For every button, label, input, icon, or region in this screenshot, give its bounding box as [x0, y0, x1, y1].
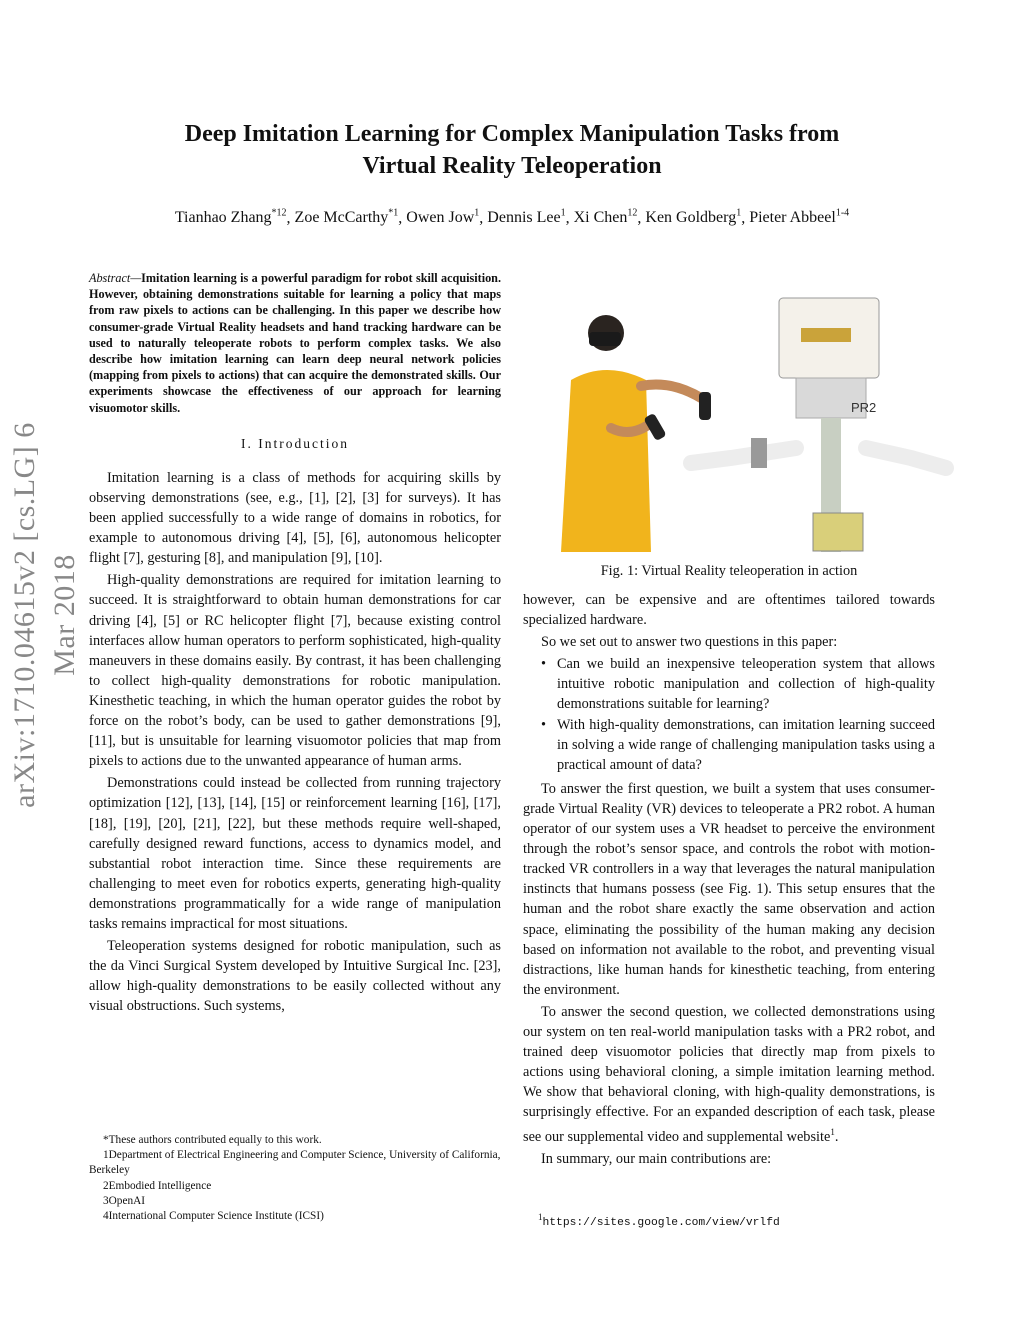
paragraph: Demonstrations could instead be collected from running trajectory optimization [12], [13], [14], [15] or reinforcement learning [16], [17], [18], [19], [20], [21], [22], but these methods require well-shaped, carefully designed reward functions, access to dynamics model, and substantial robot interaction time. Since these requirements are challenging to meet even for robotics experts, generating high-quality demonstrations programmatically for a wide range of manipulation tasks remains impractical for most situations.	[89, 775, 501, 932]
teleoperation-illustration	[551, 288, 956, 552]
author: Ken Goldberg$^1$	[645, 208, 742, 227]
paragraph: To answer the second question, we collected demonstrations using our system on ten real-world manipulation tasks with a PR2 robot, and trained deep visuomotor policies that directly map from pixels to actions using behavioral cloning, a simple imitation learning method. We show that behavioral cloning, with high-quality demonstrations, is surprisingly effective. For an expanded description of each task, please see our supplemental video and supplemental website$^1$.	[523, 1003, 935, 1146]
footnote: 4International Computer Science Institute (ICSI)	[103, 1210, 324, 1223]
footnote-link[interactable]: https://sites.google.com/view/vrlfd	[542, 1216, 780, 1229]
figure-1-image	[551, 288, 956, 552]
figure-caption: Fig. 1: Virtual Reality teleoperation in action	[600, 563, 858, 579]
author: Dennis Lee$^1$	[487, 208, 566, 227]
footnote-ref: 1	[830, 1127, 835, 1138]
human-arm	[641, 385, 701, 399]
paragraph: Imitation learning is a class of methods for acquiring skills by observing demonstrations (see, e.g., [1], [2], [3] for surveys). It has been applied successfully to a wide range of domains in robotics, for example to autonomous driving [4], [5], [6], autonomous helicopter flight [7], gesturing [8], and manipulation [9], [10].	[89, 469, 501, 567]
vr-controller-icon	[699, 392, 711, 420]
arxiv-stamp: arXiv:1710.04615v2 [cs.LG] 6 Mar 2018	[8, 422, 81, 808]
list-item: • Can we build an inexpensive teleoperation system that allows intuitive robotic manipulation and collection of high-quality demonstrations suitable for learning?	[557, 654, 935, 714]
footnote: 3OpenAI	[103, 1194, 146, 1207]
robot-sensor	[801, 328, 851, 342]
vr-headset-icon	[589, 332, 621, 346]
author: Pieter Abbeel$^{1-4}$	[749, 208, 850, 227]
author: Zoe McCarthy$^{*1}$	[294, 208, 399, 227]
abstract: Abstract—Imitation learning is a powerful paradigm for robot skill acquisition. However, obtaining demonstrations suitable for learning a policy that maps from raw pixels to actions can be challenging. In this paper we describe how consumer-grade Virtual Reality headsets and hand tracking hardware can be used to naturally teleoperate robots to perform complex tasks. We also describe how imitation learning can learn deep neural network policies (mapping from pixels to actions) that can acquire the demonstrated skills. Our experiments showcase the effectiveness of our approach for learning visuomotor skills.	[89, 271, 501, 415]
title-line-2: Virtual Reality Teleoperation	[362, 153, 662, 179]
abstract-label: Abstract	[89, 271, 131, 285]
robot-arm	[866, 448, 946, 468]
footnotes	[89, 1133, 501, 1224]
robot-base-panel	[813, 513, 863, 551]
robot-joint	[751, 438, 767, 468]
paragraph: however, can be expensive and are oftentimes tailored towards specialized hardware.	[523, 592, 935, 629]
list-item: • With high-quality demonstrations, can imitation learning succeed in solving a wide range of challenging manipulation tasks using a practical amount of data?	[557, 715, 935, 775]
left-column	[89, 270, 501, 1016]
paragraph: High-quality demonstrations are required for imitation learning to succeed. It is straightforward to obtain human demonstrations for car driving [4], [5] or RC helicopter flight [7], because existing control interfaces allow human operators to perform sophisticated, high-quality maneuvers in these domains easily. By contrast, it has been challenging to collect high-quality demonstrations for robotic manipulation. Kinesthetic teaching, in which the human operator guides the robot by force on the robot’s body, can be used to gather demonstrations [9], [11], but is unsuitable for learning visuomotor policies that map from pixels to actions due to the unwanted appearance of human arms.	[89, 572, 501, 770]
robot-label: PR2	[851, 400, 877, 415]
section-heading: I. Introduction	[241, 435, 349, 451]
title-line-1: Deep Imitation Learning for Complex Manipulation Tasks from	[184, 121, 840, 147]
footnote: 1Department of Electrical Engineering and Computer Science, University of California, Berkeley	[89, 1149, 501, 1177]
paragraph: So we set out to answer two questions in this paper:	[541, 634, 838, 651]
bullet-list	[523, 654, 935, 775]
footnote: *These authors contributed equally to this work.	[103, 1134, 322, 1146]
author-list: Tianhao Zhang$^{*12}$, Zoe McCarthy$^{*1}$, Owen Jow$^1$, Dennis Lee$^1$, Xi Chen$^{12}$, Ken Goldberg$^1$, Pieter Abbeel$^{1-4}$	[174, 208, 850, 227]
right-column	[523, 590, 935, 1169]
author: Owen Jow$^1$	[406, 208, 480, 227]
paragraph: To answer the first question, we built a system that uses consumer-grade Virtual Reality (VR) devices to teleoperate a PR2 robot. A human operator of our system uses a VR headset to perceive the environment through the robot’s sensor space, and controls the robot with motion-tracked VR controllers in a way that leverages the natural manipulation instincts that humans possess (see Fig. 1). This setup ensures that the human and the robot share exactly the same observation and action space, eliminating the possibility of the human making any decision based on information not available to the robot, and preventing visual distractions, like human hands for kinesthetic teaching, from entering the environment.	[523, 780, 935, 998]
url-footnote: $^1$https://sites.google.com/view/vrlfd	[538, 1212, 780, 1229]
paragraph: In summary, our main contributions are:	[541, 1151, 772, 1168]
author: Xi Chen$^{12}$	[573, 208, 638, 227]
footnote: 2Embodied Intelligence	[103, 1179, 212, 1192]
paper-title	[80, 118, 944, 182]
paragraph: Teleoperation systems designed for robotic manipulation, such as the da Vinci Surgical System developed by Intuitive Surgical Inc. [23], allow high-quality demonstrations to be easily collected without any visual obstructions. Such systems,	[89, 938, 501, 1015]
robot-arm	[691, 448, 796, 463]
author: Tianhao Zhang$^{*12}$	[174, 208, 287, 227]
human-shirt	[561, 370, 651, 552]
abstract-text: Imitation learning is a powerful paradigm for robot skill acquisition. However, obtaining demonstrations suitable for learning a policy that maps from raw pixels to actions can be challenging. In this paper we describe how consumer-grade Virtual Reality headsets and hand tracking hardware can be used to naturally teleoperate robots to perform complex tasks. We also describe how imitation learning can learn deep neural network policies (mapping from pixels to actions) that can acquire the demonstrated skills. Our experiments showcase the effectiveness of our approach for learning visuomotor skills.	[89, 271, 501, 415]
